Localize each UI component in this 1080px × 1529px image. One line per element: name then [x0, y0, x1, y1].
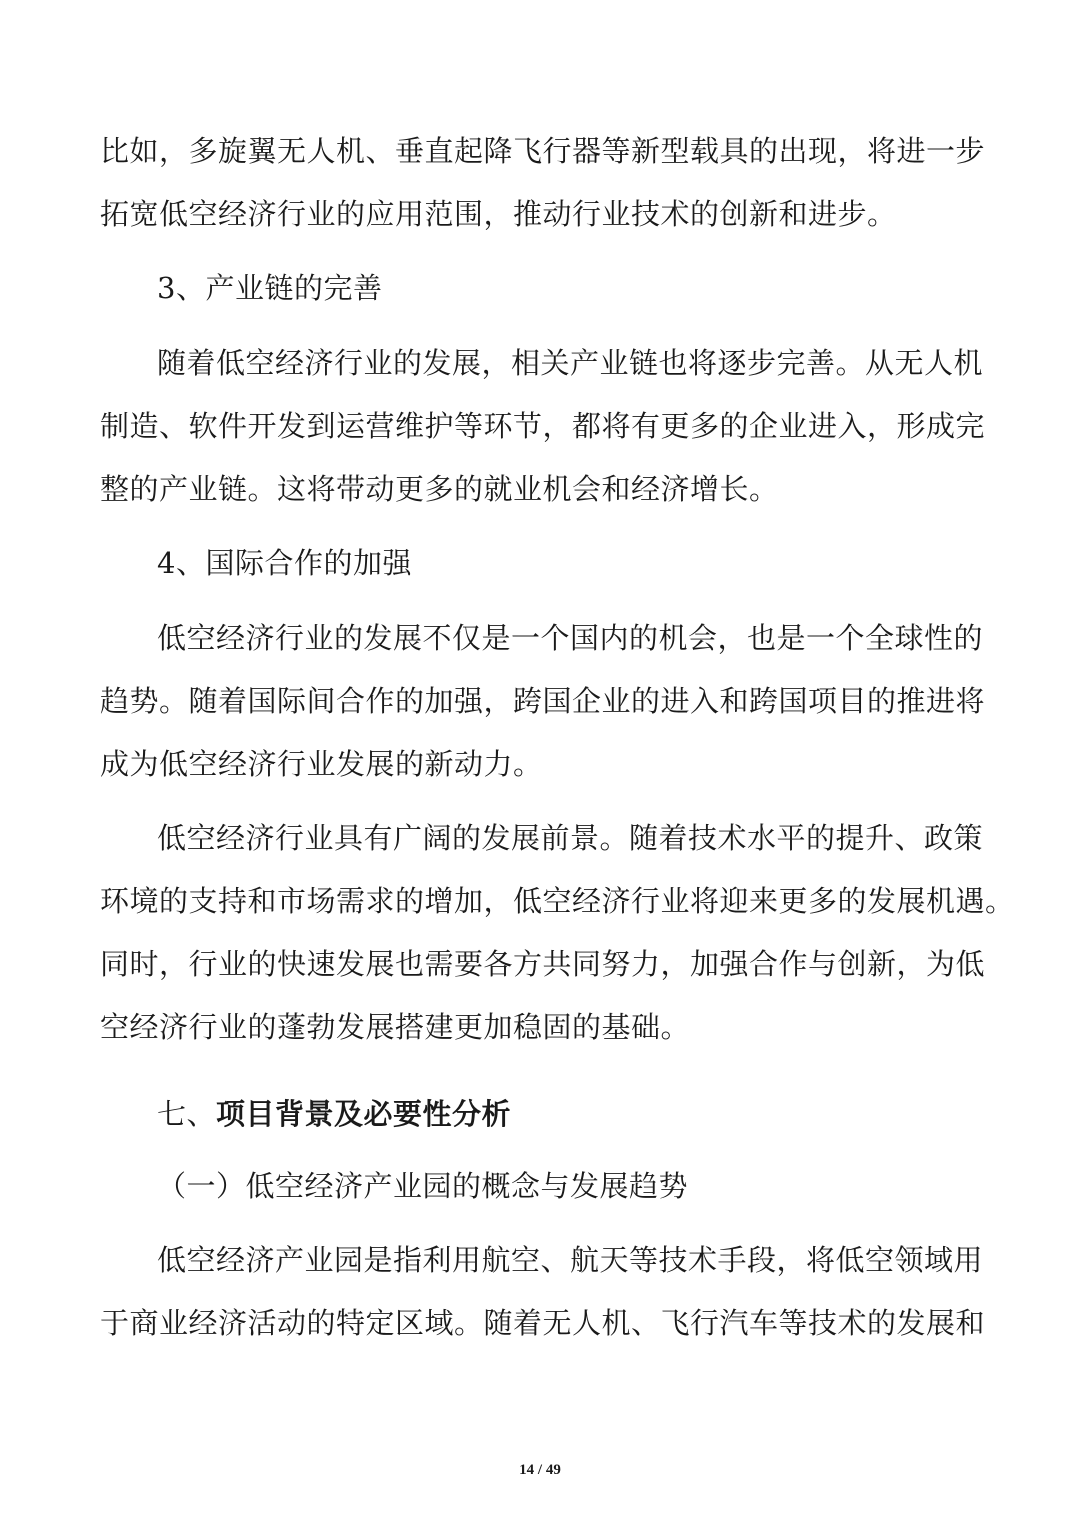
paragraph-line: 环境的支持和市场需求的增加，低空经济行业将迎来更多的发展机遇。 [100, 884, 1015, 918]
paragraph-line: 低空经济产业园是指利用航空、航天等技术手段，将低空领域用 [157, 1243, 984, 1277]
paragraph-line: 低空经济行业具有广阔的发展前景。随着技术水平的提升、政策 [157, 821, 984, 855]
section-number: 七、 [157, 1097, 217, 1131]
paragraph-line: 整的产业链。这将带动更多的就业机会和经济增长。 [100, 472, 779, 506]
paragraph-line: 随着低空经济行业的发展，相关产业链也将逐步完善。从无人机 [157, 346, 984, 380]
paragraph-line: 趋势。随着国际间合作的加强，跨国企业的进入和跨国项目的推进将 [100, 684, 986, 718]
paragraph-line: 拓宽低空经济行业的应用范围，推动行业技术的创新和进步。 [100, 197, 897, 231]
paragraph-line: 同时，行业的快速发展也需要各方共同努力，加强合作与创新，为低 [100, 947, 986, 981]
paragraph-line: 制造、软件开发到运营维护等环节，都将有更多的企业进入，形成完 [100, 409, 986, 443]
section-title [157, 1094, 980, 1134]
subheading-international-cooperation: 4、国际合作的加强 [157, 546, 412, 580]
paragraph-line: 于商业经济活动的特定区域。随着无人机、飞行汽车等技术的发展和 [100, 1306, 986, 1340]
subsection-heading: （一）低空经济产业园的概念与发展趋势 [157, 1169, 689, 1203]
paragraph-line: 低空经济行业的发展不仅是一个国内的机会，也是一个全球性的 [157, 621, 984, 655]
page-number: 14 / 49 [519, 1462, 561, 1478]
paragraph-line: 比如，多旋翼无人机、垂直起降飞行器等新型载具的出现，将进一步 [100, 134, 986, 168]
paragraph-line: 成为低空经济行业发展的新动力。 [100, 747, 543, 781]
paragraph-line: 空经济行业的蓬勃发展搭建更加稳固的基础。 [100, 1010, 691, 1044]
section-title-text: 项目背景及必要性分析 [216, 1097, 512, 1131]
subheading-supply-chain: 3、产业链的完善 [157, 271, 383, 305]
